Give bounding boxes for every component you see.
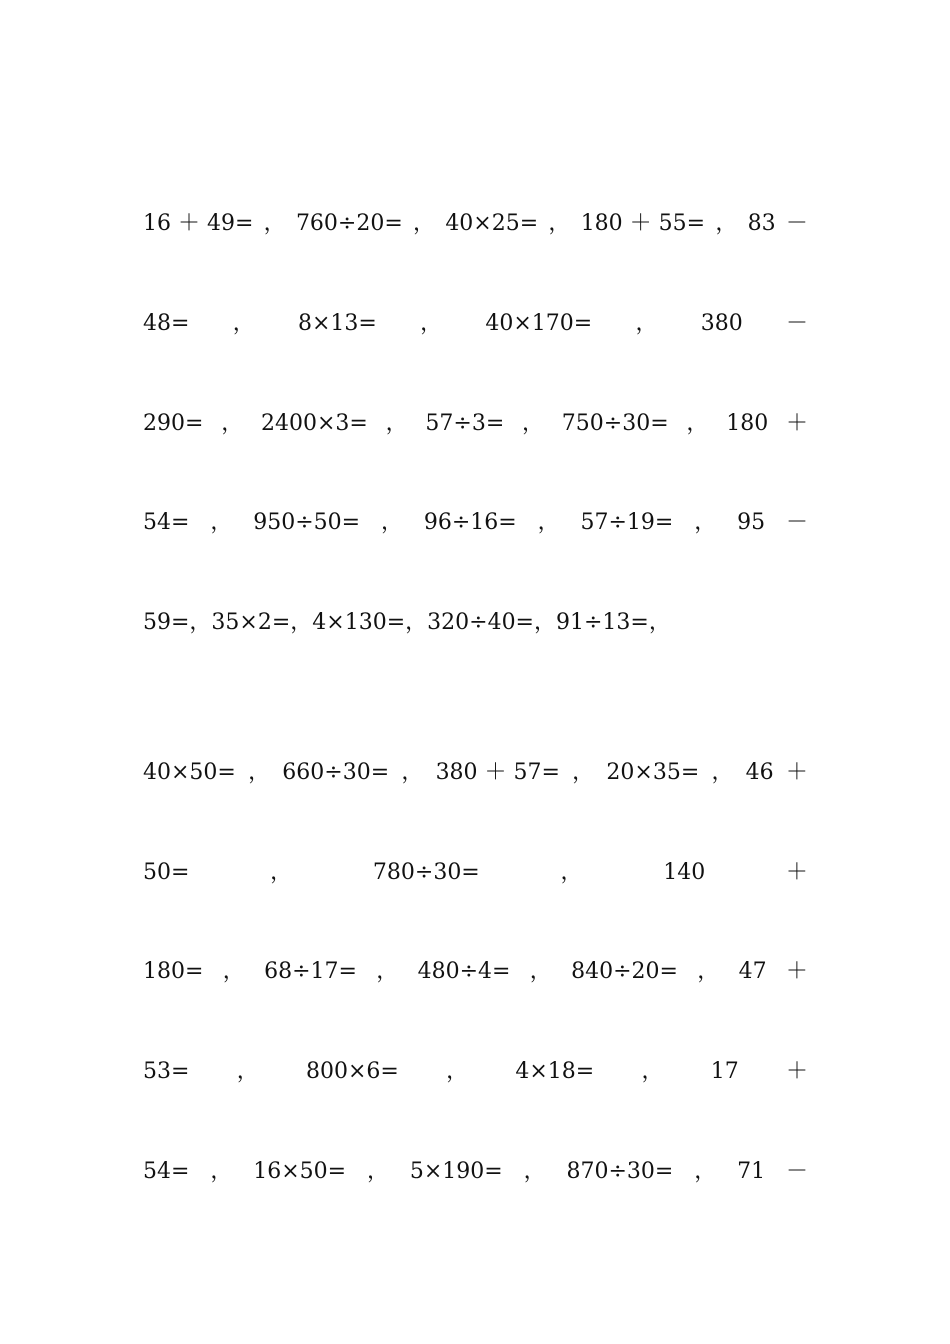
expression: 380 ＋ 57= xyxy=(435,760,560,785)
separator: ， xyxy=(694,1159,717,1184)
expression: 71 xyxy=(737,1159,766,1184)
block2-line4 xyxy=(143,1054,808,1090)
expression: 840÷20= xyxy=(571,959,678,984)
separator: ， xyxy=(537,510,560,535)
operator: － xyxy=(785,1159,808,1184)
block1-line5 xyxy=(143,605,808,641)
expression: 16×50= xyxy=(253,1159,347,1184)
expression: 8×13= xyxy=(297,311,377,336)
separator: ， xyxy=(522,411,545,436)
expression: 760÷20= xyxy=(295,211,403,236)
block1-line2 xyxy=(143,306,808,342)
expression: 48= xyxy=(143,311,190,336)
expression: 180 ＋ 55= xyxy=(580,211,706,236)
separator: ， xyxy=(376,959,399,984)
expression: 40×25= xyxy=(445,211,539,236)
separator: ， xyxy=(210,1159,233,1184)
separator: ， xyxy=(572,760,595,785)
expression: 5×190= xyxy=(409,1159,503,1184)
expression: 47 xyxy=(738,959,767,984)
separator: ， xyxy=(686,411,709,436)
expression: 46 xyxy=(745,760,774,785)
separator: ， xyxy=(446,1059,469,1084)
expression: 380 xyxy=(700,311,743,336)
expression: 660÷30= xyxy=(282,760,390,785)
operator: ＋ xyxy=(785,1059,808,1084)
expression: 83 xyxy=(747,211,776,236)
operator: － xyxy=(785,211,808,236)
expression: 16 ＋ 49= xyxy=(143,211,254,236)
separator: ， xyxy=(697,959,720,984)
expression: 480÷4= xyxy=(417,959,511,984)
separator: ， xyxy=(715,211,738,236)
expression: 40×170= xyxy=(485,311,593,336)
operator: ＋ xyxy=(785,760,808,785)
operator: ＋ xyxy=(785,411,808,436)
separator: ， xyxy=(711,760,734,785)
expression: 180 xyxy=(726,411,769,436)
block2-line1 xyxy=(143,755,808,791)
expression: 800×6= xyxy=(305,1059,399,1084)
separator: ， xyxy=(560,860,583,885)
separator: ， xyxy=(248,760,271,785)
separator: ， xyxy=(366,1159,389,1184)
expression: 20×35= xyxy=(606,760,700,785)
separator: ， xyxy=(210,510,233,535)
expression: 96÷16= xyxy=(423,510,517,535)
separator: ， xyxy=(263,211,286,236)
separator: ， xyxy=(523,1159,546,1184)
block2-line3 xyxy=(143,954,808,990)
expression: 68÷17= xyxy=(264,959,357,984)
separator: ， xyxy=(222,959,245,984)
expression-run: 59=，35×2=，4×130=，320÷40=，91÷13=， xyxy=(143,610,671,635)
expression: 57÷19= xyxy=(580,510,674,535)
expression: 140 xyxy=(663,860,706,885)
separator: ， xyxy=(270,860,293,885)
separator: ， xyxy=(236,1059,259,1084)
expression: 40×50= xyxy=(143,760,236,785)
operator: － xyxy=(785,311,808,336)
expression: 780÷30= xyxy=(372,860,480,885)
expression: 95 xyxy=(737,510,766,535)
block2-line2 xyxy=(143,855,808,891)
separator: ， xyxy=(401,760,424,785)
separator: ， xyxy=(420,311,443,336)
operator: ＋ xyxy=(785,959,808,984)
expression: 2400×3= xyxy=(260,411,368,436)
expression: 950÷50= xyxy=(253,510,361,535)
block1-line1 xyxy=(143,206,808,242)
block1-line4 xyxy=(143,505,808,541)
separator: ， xyxy=(694,510,717,535)
separator: ， xyxy=(529,959,552,984)
separator: ， xyxy=(221,411,244,436)
block2-line5 xyxy=(143,1154,808,1190)
expression: 53= xyxy=(143,1059,190,1084)
expression: 750÷30= xyxy=(561,411,669,436)
expression: 54= xyxy=(143,510,190,535)
expression: 57÷3= xyxy=(425,411,505,436)
separator: ， xyxy=(635,311,658,336)
operator: － xyxy=(785,510,808,535)
separator: ， xyxy=(380,510,403,535)
expression: 54= xyxy=(143,1159,190,1184)
expression: 4×18= xyxy=(515,1059,595,1084)
expression: 17 xyxy=(710,1059,739,1084)
expression: 290= xyxy=(143,411,204,436)
separator: ， xyxy=(413,211,436,236)
separator: ， xyxy=(232,311,255,336)
expression: 870÷30= xyxy=(566,1159,674,1184)
separator: ， xyxy=(548,211,571,236)
separator: ， xyxy=(385,411,408,436)
expression: 180= xyxy=(143,959,204,984)
expression: 50= xyxy=(143,860,190,885)
separator: ， xyxy=(641,1059,664,1084)
operator: ＋ xyxy=(785,860,808,885)
block1-line3 xyxy=(143,406,808,442)
